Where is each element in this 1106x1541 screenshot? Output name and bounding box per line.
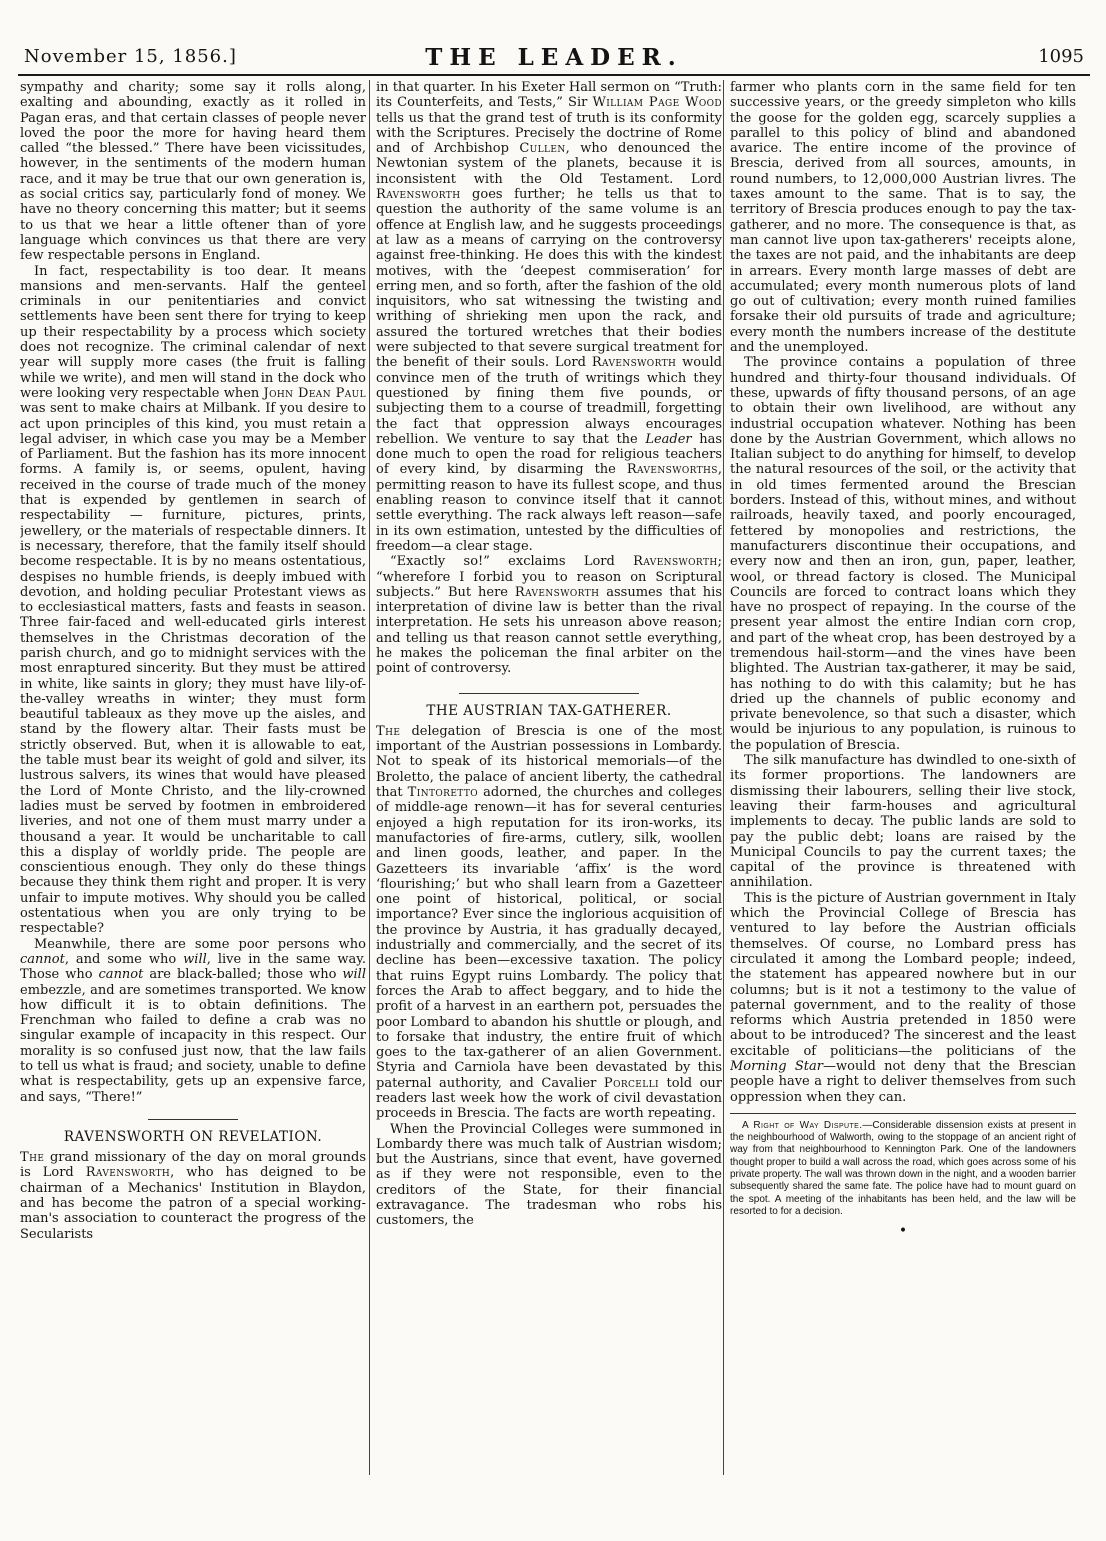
- paragraph: farmer who plants corn in the same field for ten successive years, or the greedy simpleton who kills the goose for the golden egg, scarcely supplies a parallel to this policy of blind and abandoned avarice. The entire income of the province of Brescia, derived from all sources, amounts, in round numbers, to 12,000,000 Austrian livres. The taxes amount to the same. That is to say, the territory of Brescia produces enough to pay the tax-gatherer, and no more. The consequence is that, as man cannot live upon tax-gatherers' receipts alone, the taxes are not paid, and the inhabitants are deep in arrears. Every month large masses of debt are accumulated; every month numerous plots of land go out of cultivation; every month ruined families forsake their old pursuits of trade and agriculture; every month the numbers increase of the destitute and the unemployed.: [730, 80, 1076, 356]
- paragraph: The grand missionary of the day on moral grounds is Lord Ravensworth, who has deigned to be chairman of a Mechanics' Institution in Blaydon, and has become the patron of a special working-man's association to counteract the progress of the Secularists: [20, 1150, 366, 1242]
- note-title: A Right of Way Dispute.: [742, 1119, 863, 1131]
- paragraph: This is the picture of Austrian government in Italy which the Provincial College of Brescia has ventured to lay before the Austrian officials themselves. Of course, no Lombard press has circulated it among the Lombard people; indeed, the statement has appeared nowhere but in our columns; but is it not a testimony to the value of paternal government, and to the reality of those reforms which Austria pretended in 1850 were about to be introduced? The sincerest and the least excitable of politicians—the politicians of the Morning Star—would not deny that the Brescian people have a right to deliver themselves from such oppression when they can.: [730, 890, 1076, 1105]
- person-name: John Dean Paul: [263, 385, 366, 401]
- masthead-title: THE LEADER.: [425, 44, 683, 71]
- section-heading: THE AUSTRIAN TAX-GATHERER.: [426, 702, 672, 719]
- note-rule: [730, 1113, 1076, 1114]
- page-number: 1095: [1038, 46, 1084, 67]
- issue-date: November 15, 1856.]: [24, 46, 237, 67]
- column-3: [730, 80, 1076, 1475]
- paragraph: In fact, respectability is too dear. It means mansions and men-servants. Half the genteel criminals in our penitentiaries and convict settlements have been sent there for trying to keep up their respectability by a process which society does not recognize. The criminal calendar of next year will supply more cases (the fruit is falling while we write), and men will stand in the dock who were looking very respectable when John Dean Paul was sent to make chairs at Milbank. If you desire to act upon principles of this kind, you must retain a legal adviser, in which case you may be a Member of Parliament. But the fashion has its more innocent forms. A family is, or seems, opulent, having received in the course of trade much of the money that is expended by gentlemen in search of respectability — furniture, pictures, prints, jewellery, or the materials of respectable dinners. It is necessary, therefore, that the family itself should become respectable. It is by no means ostentatious, despises no humble friends, is deeply imbued with devotion, and holding peculiar Protestant views as to ecclesiastical matters, fasts and feasts in season. Three fair-faced and well-educated girls interest themselves in the Christmas decoration of the parish church, and go to midnight services with the most enraptured sincerity. But they must be attired in white, like saints in glory; they must have lily-of-the-valley wreaths in winter; they must form beautiful tableaux as they move up the aisles, and stand by the flowery altar. Their fasts must be strictly observed. But, when it is allowable to eat, the table must bear its weight of gold and silver, its lustrous salvers, its wines that would have pleased the Lord of Monte Christo, and the lily-crowned ladies must be served by footmen in embroidered liveries, and not one of them must marry under a thousand a year. It would be uncharitable to call this a display of worldly pride. The people are conscientious enough. They only do these things because they think them right and proper. It is very unfair to impute motives. Why should you be called ostentatious when you are only trying to be respectable?: [20, 263, 366, 937]
- page-header: [18, 44, 1090, 72]
- header-rule: [18, 74, 1090, 76]
- paragraph: “Exactly so!” exclaims Lord Ravensworth; “wherefore I forbid you to reason on Scriptural subjects.” But here Ravensworth assumes that his interpretation of divine law is better than the rival interpretation. He sets his unreason above reason; and telling us that reason cannot settle everything, he makes the policeman the final arbiter on the point of controversy.: [376, 554, 722, 677]
- paragraph: The delegation of Brescia is one of the most important of the Austrian possessions in Lombardy. Not to speak of its historical memorials—of the Broletto, the palace of ancient liberty, the cathedral that Tintoretto adorned, the churches and colleges of middle-age renown—it has for several centuries enjoyed a high reputation for its iron-works, its manufactories of fire-arms, cutlery, silk, woollen and linen goods, leather, and paper. In the Gazetteers its invariable ‘affix’ is the word ‘flourishing;’ but who shall learn from a Gazetteer one point of historical, political, or social importance? Ever since the inglorious acquisition of the province by Austria, it has gradually decayed, industrially and commercially, and the secret of its decline has been—excessive taxation. The policy that ruins Egypt ruins Lombardy. The policy that forces the Arab to affect beggary, and to hide the profit of a harvest in an earthern pot, persuades the poor Lombard to abandon his shuttle or plough, and to forsake that industry, the entire fruit of which goes to the tax-gatherer of an alien Government. Styria and Carniola have been devastated by this paternal authority, and Cavalier Porcelli told our readers last week how the work of civil devastation proceeds in Brescia. The facts are worth repeating.: [376, 723, 722, 1122]
- column-2: [376, 80, 722, 1475]
- note-paragraph: A Right of Way Dispute.—Considerable dissension exists at present in the neighbourhood of Walworth, owing to the stoppage of an ancient right of way from that neighbourhood to Kennington Park. One of the landowners thought proper to build a wall across the road, which goes across some of his private property. The wall was thrown down in the night, and a wooden barrier subsequently shared the same fate. The police have had to mount guard on the spot. A meeting of the inhabitants has been held, and the law will be resorted to for a decision.: [730, 1119, 1076, 1217]
- paragraph: sympathy and charity; some say it rolls along, exalting and abounding, exactly as it rolled in Pagan eras, and that certain classes of people never loved the poor the more for having heard them called “the blessed.” There have been vicissitudes, however, in the sentiments of the modern human race, and it may be true that our own generation is, as social critics say, particularly fond of money. We have no theory concerning this matter; but it seems to us that we hear a little oftener than of yore language which convinces us that there are very few respectable persons in England.: [20, 80, 366, 264]
- person-name: Ravensworth: [85, 1165, 171, 1181]
- paragraph: in that quarter. In his Exeter Hall sermon on “Truth: its Counterfeits, and Tests,” Sir William Page Wood tells us that the grand test of truth is its conformity with the Scriptures. Precisely the doctrine of Rome and of Archbishop Cullen, who denounced the Newtonian system of the planets, because it is inconsistent with the Old Testament. Lord Ravensworth goes further; he tells us that to question the authority of the same volume is an offence at English law, and he suggests proceedings at law as a means of carrying on the controversy against free-thinking. He does this with the kindest motives, with the ‘deepest commiseration’ for erring men, and so forth, after the fashion of the old inquisitors, who sat witnessing the twisting and writhing of shrieking men upon the rack, and assured the tortured wretches that their bodies were subjected to that severe surgical treatment for the benefit of their souls. Lord Ravensworth would convince men of the truth of writings which they questioned by fining them five pounds, or subjecting them to a course of treadmill, forgetting the fact that oppression always encourages rebellion. We venture to say that the Leader has done much to open the road for religious teachers of every kind, by disarming the Ravensworths, permitting reason to have its fullest scope, and thus enabling reason to convince itself that it cannot settle everything. The rack always left reason—safe in its own estimation, untested by the difficulties of freedom—a clear stage.: [376, 80, 722, 554]
- section-heading: RAVENSWORTH ON REVELATION.: [63, 1128, 323, 1145]
- section-rule: [148, 1119, 238, 1120]
- paragraph: Meanwhile, there are some poor persons who cannot, and some who will, live in the same way. Those who cannot are black-balled; those who will embezzle, and are sometimes transported. We know how difficult it is to obtain definitions. The Frenchman who failed to define a crab was no singular example of incapacity in this respect. Our morality is so confused just now, that the law fails to tell us what is fraud; and society, unable to define what is respectability, gets up an expensive farce, and says, “There!”: [20, 936, 366, 1105]
- paragraph: The silk manufacture has dwindled to one-sixth of its former proportions. The landowners are dismissing their labourers, selling their live stock, leaving their farm-houses and agricultural implements to decay. The public lands are sold to pay the public debt; loans are raised by the Municipal Councils to pay the current taxes; the capital of the province is threatened with annihilation.: [730, 753, 1076, 891]
- end-mark: •: [898, 1223, 908, 1240]
- section-rule: [459, 693, 639, 694]
- column-1: [20, 80, 366, 1475]
- news-note: [730, 1120, 1076, 1218]
- paragraph: The province contains a population of three hundred and thirty-four thousand individuals. Of these, upwards of fifty thousand persons, of an age to obtain their own livelihood, are without any industrial occupation whatever. Nothing has been done by the Austrian Government, which allows no Italian subject to do anything for himself, to develop the natural resources of the soil, or the activity that in old times fermented around the Brescian borders. Instead of this, without mines, and without railroads, heavily taxed, and poorly encouraged, fettered by monopolies and restrictions, the manufacturers discontinue their occupations, and every now and then an iron, gun, paper, leather, wool, or thread factory is closed. The Municipal Councils are forced to contract loans which they have no prospect of repaying. In the course of the present year almost the entire Indian corn crop, and part of the wheat crop, has been destroyed by a tremendous hail-storm—and the vines have been blighted. The Austrian tax-gatherer, it may be said, has nothing to do with this calamity; but he has dried up the channels of public economy and private benevolence, so that such a disaster, which would be injurious to any population, is ruinous to the population of Brescia.: [730, 355, 1076, 753]
- paragraph: When the Provincial Colleges were summoned in Lombardy there was much talk of Austrian wisdom; but the Austrians, since that event, have governed as if they were not responsible, even to the creditors of the State, for their financial extravagance. The tradesman who robs his customers, the: [376, 1121, 722, 1229]
- column-divider: [723, 80, 724, 1475]
- column-divider: [369, 80, 370, 1475]
